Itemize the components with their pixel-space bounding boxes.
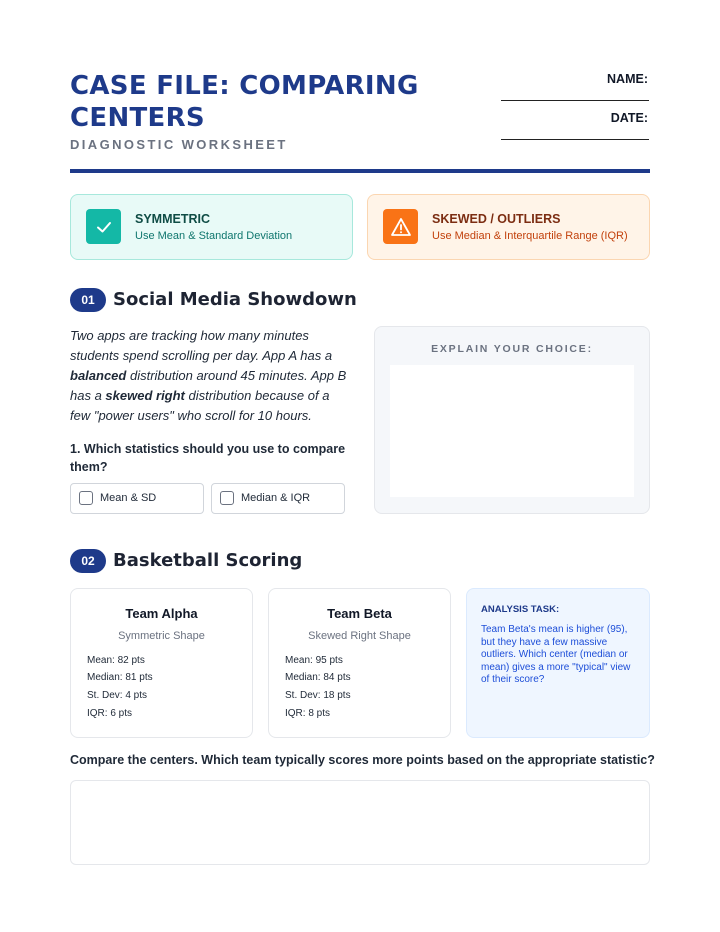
analysis-task-text: Team Beta's mean is higher (95), but they have a few massive outliers. Which center (median or mean) gives a more "typical" view of their score? xyxy=(481,624,631,685)
option-label: Mean & SD xyxy=(100,492,157,504)
header-divider xyxy=(70,169,650,173)
date-line[interactable] xyxy=(501,139,649,140)
section-2-title: Basketball Scoring xyxy=(113,550,303,571)
page-title: CASE FILE: COMPARING CENTERS xyxy=(70,71,419,133)
team-stat: IQR: 6 pts xyxy=(87,708,133,719)
warning-icon xyxy=(383,209,418,244)
symmetric-key-card xyxy=(70,194,353,260)
skewed-subtitle: Use Median & Interquartile Range (IQR) xyxy=(432,230,628,242)
checkbox[interactable] xyxy=(220,491,234,505)
explain-title: EXPLAIN YOUR CHOICE: xyxy=(431,343,593,355)
team-alpha-card xyxy=(70,588,253,738)
team-stat: St. Dev: 4 pts xyxy=(87,690,148,701)
section-2-number: 02 xyxy=(70,549,106,573)
name-line[interactable] xyxy=(501,100,649,101)
section-1-number: 01 xyxy=(70,288,106,312)
team-stat: Median: 84 pts xyxy=(285,672,351,683)
section-1-title: Social Media Showdown xyxy=(113,289,357,310)
explain-panel xyxy=(374,326,650,514)
section-1-question: 1. Which statistics should you use to compare them? xyxy=(70,442,346,474)
option-mean-sd[interactable] xyxy=(70,483,204,514)
team-stat: St. Dev: 18 pts xyxy=(285,690,351,701)
final-question: Compare the centers. Which team typically scores more points based on the appropriate statistic? xyxy=(70,753,655,767)
skewed-title: SKEWED / OUTLIERS xyxy=(432,212,561,226)
date-label: DATE: xyxy=(610,111,648,125)
analysis-task-title: ANALYSIS TASK: xyxy=(481,604,560,615)
explain-answer-area[interactable] xyxy=(390,365,634,497)
team-shape: Symmetric Shape xyxy=(118,630,205,642)
team-stat: Mean: 95 pts xyxy=(285,655,343,666)
skewed-key-card xyxy=(367,194,650,260)
team-stat: Median: 81 pts xyxy=(87,672,153,683)
option-median-iqr[interactable] xyxy=(211,483,345,514)
symmetric-subtitle: Use Mean & Standard Deviation xyxy=(135,230,293,242)
team-shape: Skewed Right Shape xyxy=(308,630,411,642)
section-1-story: Two apps are tracking how many minutes students spend scrolling per day. App A has a balanced distribution around 45 minutes. App B has a skewed right distribution because of a few "power users" who scroll for 10 hours. xyxy=(70,328,347,423)
team-beta-card xyxy=(268,588,451,738)
team-stat: IQR: 8 pts xyxy=(285,708,331,719)
team-name: Team Alpha xyxy=(125,606,198,621)
page-subtitle: DIAGNOSTIC WORKSHEET xyxy=(70,137,288,152)
check-icon xyxy=(86,209,121,244)
checkbox[interactable] xyxy=(79,491,93,505)
team-stat: Mean: 82 pts xyxy=(87,655,145,666)
final-answer-box[interactable] xyxy=(70,780,650,865)
option-label: Median & IQR xyxy=(241,492,311,504)
team-name: Team Beta xyxy=(327,606,392,621)
symmetric-title: SYMMETRIC xyxy=(135,212,210,226)
analysis-task-card xyxy=(466,588,650,738)
name-label: NAME: xyxy=(607,72,648,86)
